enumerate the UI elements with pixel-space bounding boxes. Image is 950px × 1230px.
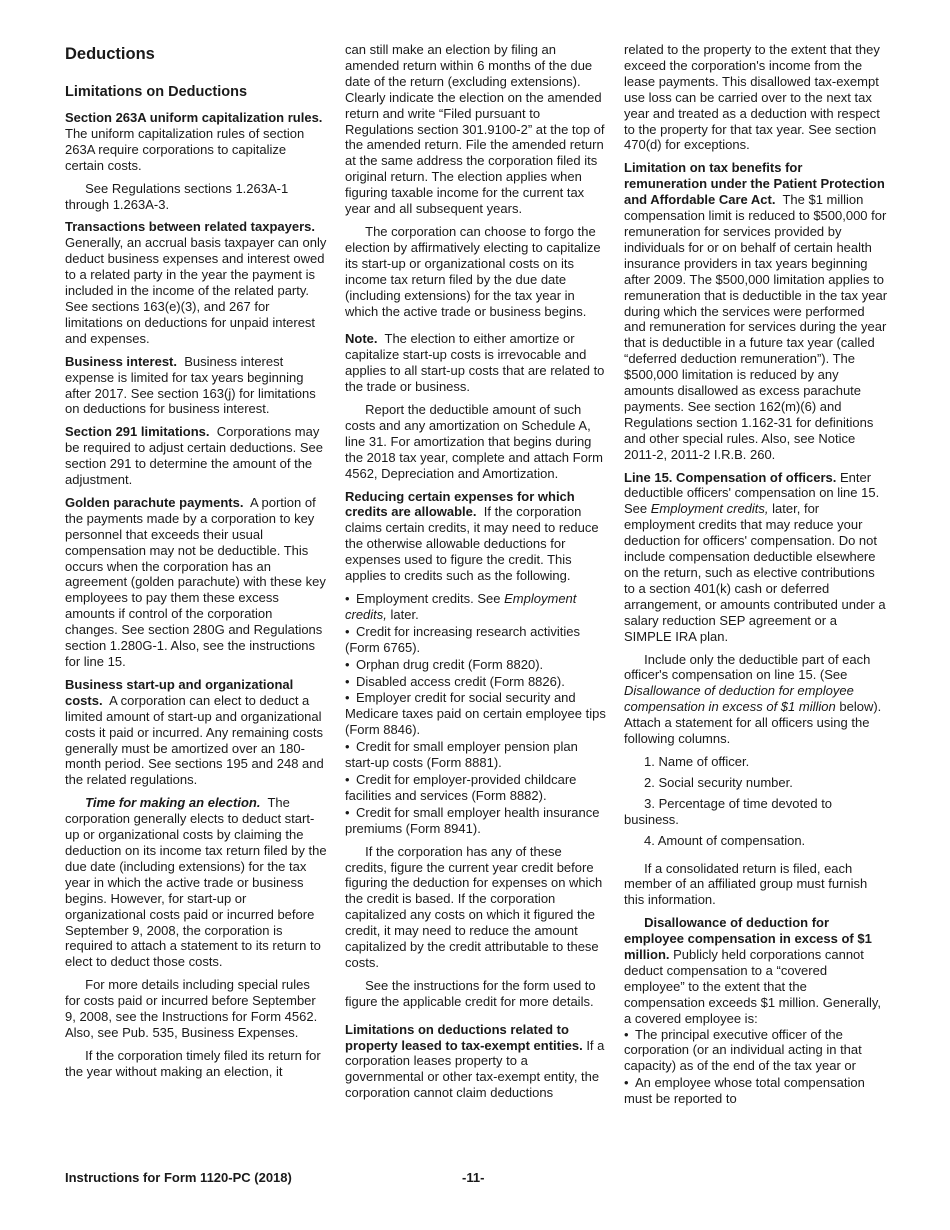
paragraph-golden	[65, 495, 327, 670]
paragraph-credits	[345, 489, 607, 584]
include-body-a: Include only the deductible part of each officer's compensation on line 15. (See	[624, 651, 871, 683]
related-body: Generally, an accrual basis taxpayer can only deduct business expenses and interest owed to a related party in the year the payment is included in the income of the related party. See sections 163(e)(3), and 267 for limitations on deductions for unpaid interest and expenses.	[65, 235, 327, 346]
paragraph-related	[65, 219, 327, 346]
paragraph-timely: If the corporation timely filed its return for the year without making an election, it	[65, 1047, 321, 1079]
paragraph-remuneration	[624, 160, 888, 462]
bullet-text: Orphan drug credit (Form 8820).	[356, 656, 544, 672]
bullet-icon: •	[345, 673, 350, 689]
paragraph-interest	[65, 354, 327, 418]
startup-title: Business start-up and organizational costs.	[65, 676, 294, 708]
line15-title: Line 15. Compensation of officers.	[624, 469, 837, 485]
golden-title: Golden parachute payments.	[65, 494, 244, 510]
bullet-icon: •	[345, 739, 350, 755]
list-item	[345, 739, 607, 771]
include-body-b: below). Attach a statement for all officers using the following columns.	[624, 699, 882, 747]
line15-body-a: Enter deductible officers' compensation on line 15. See	[624, 469, 880, 517]
line15-body-b: later, for employment credits that may reduce your deduction for officers' compensation. Do not include compensation deductible elsewhere on the return, such as elective contributions to a section 401(k) cash or deferred arrangement, or amounts contributed under a salary reduction SEP agreement or a SIMPLE IRA plan.	[624, 501, 886, 644]
paragraph-sec263a-see: See Regulations sections 1.263A-1 through 1.263A-3.	[65, 180, 289, 212]
election-body: The corporation generally elects to deduct start-up or organizational costs by claiming the deduction on its income tax return filed by the due date (including extensions) for the tax year in which the active trade or business begins. However, for start-up or organizational costs paid or incurred before September 9, 2008, the corporation is required to attach a statement to its return to elect to deduct those costs.	[65, 795, 327, 970]
bullet-icon: •	[345, 656, 350, 672]
bullet-text: Employment credits. See	[356, 591, 501, 606]
list-item	[624, 1027, 888, 1075]
interest-title: Business interest.	[65, 353, 177, 369]
paragraph-forgo: The corporation can choose to forgo the election by affirmatively electing to capitalize its start-up or organizational costs on its income tax return filed by the due date (including extensions) for the tax year in which the active trade or business begins.	[345, 223, 601, 319]
paragraph-see-form: See the instructions for the form used to figure the applicable credit for more details.	[345, 977, 596, 1009]
paragraph-capitalized: If the corporation has any of these credits, figure the current year credit before figuring the deduction for expenses on which the credit is based. If the corporation capitalized any costs on which it figured the credit, it may need to reduce the amount capitalized by the credit attributable to these costs.	[345, 843, 603, 970]
paragraph-line15	[624, 470, 888, 645]
sec263a-body: The uniform capitalization rules of section 263A require corporations to capitalize certain costs.	[65, 125, 305, 173]
bullet-icon: •	[345, 591, 350, 606]
bullet-text: Credit for employer-provided childcare facilities and services (Form 8882).	[345, 771, 577, 803]
bullet-italic: Employment credits,	[345, 591, 577, 622]
list-item	[345, 772, 607, 804]
list-item-numbered: 4. Amount of compensation.	[644, 832, 806, 848]
list-item-numbered: 3. Percentage of time devoted to business.	[624, 795, 833, 827]
column-1	[65, 42, 327, 1087]
bullet-text: Credit for small employer pension plan start-up costs (Form 8881).	[345, 739, 578, 771]
bullet-text: Credit for increasing research activities (Form 6765).	[345, 623, 580, 655]
list-item-numbered: 2. Social security number.	[644, 774, 793, 790]
list-item	[345, 690, 607, 738]
bullet-icon: •	[624, 1026, 629, 1042]
remun-title: Limitation on tax benefits for remuneration under the Patient Protection and Affordable Care Act.	[624, 160, 885, 208]
column-2	[345, 42, 607, 1108]
disallow-body: Publicly held corporations cannot deduct compensation to a “covered employee” to the extent that the compensation exceeds $1 million. Generally, a covered employee is:	[624, 947, 882, 1026]
list-item	[345, 657, 607, 673]
section-heading: Deductions	[65, 45, 155, 63]
paragraph-sec263a	[65, 110, 327, 174]
bullet-icon: •	[345, 771, 350, 787]
election-title: Time for making an election.	[85, 795, 261, 811]
paragraph-election	[65, 795, 327, 970]
remun-body: The $1 million compensation limit is reduced to $500,000 for remuneration for services provided by individuals for or on behalf of certain health insurance providers in tax years beginning after 2009. The $500,000 limitation applies to remuneration that is deductible in the tax year during which the services were performed and remuneration for services during the year that is deductible in a future tax year (called “deferred deduction remuneration”). The $500,000 limitation is reduced by any amounts disallowed as excess parachute payments. See section 162(m)(6) and Regulations section 1.162-31 for definitions and other special rules. Also, see Notice 2011-2, 2011-2 I.R.B. 260.	[624, 192, 888, 462]
bullet-icon: •	[345, 690, 350, 706]
subsection-heading: Limitations on Deductions	[65, 84, 248, 100]
column-3	[624, 42, 888, 1108]
note-body: The election to either amortize or capitalize start-up costs is irrevocable and applies to all start-up costs that are related to the trade or business.	[345, 331, 605, 395]
footer-form-title: Instructions for Form 1120-PC (2018)	[65, 1170, 292, 1185]
sec291-title: Section 291 limitations.	[65, 424, 210, 440]
paragraph-include	[624, 652, 888, 747]
bullet-tail: later.	[390, 606, 419, 622]
paragraph-report: Report the deductible amount of such costs and any amortization on Schedule A, line 31. For amortization that begins during the 2018 tax year, complete and attach Form 4562, Depreciation and Amortization.	[345, 402, 603, 481]
paragraph-disallow	[624, 915, 888, 1026]
paragraph-startup	[65, 677, 327, 788]
golden-body: A portion of the payments made by a corporation to key personnel that exceeds their usual compensation may not be deductible. This occurs when the corporation has an agreement (golden parachute) with these key employees to pay them these excess amounts if control of the corporation changes. See section 280G and Regulations section 1.280G-1. Also, see the instructions for line 15.	[65, 494, 326, 669]
lease-title: Limitations on deductions related to property leased to tax-exempt entities.	[345, 1021, 583, 1053]
bullet-icon: •	[624, 1075, 629, 1091]
bullet-icon: •	[345, 623, 350, 639]
related-title: Transactions between related taxpayers.	[65, 219, 315, 235]
list-item	[345, 674, 607, 690]
credits-title: Reducing certain expenses for which credits are allowable.	[345, 488, 575, 520]
lease-body: If a corporation leases property to a governmental or other tax-exempt entity, the corporation cannot claim deductions	[345, 1037, 605, 1101]
paragraph-details: For more details including special rules for costs paid or incurred before September 9, 2008, see the Instructions for Form 4562. Also, see Pub. 535, Business Expenses.	[65, 977, 318, 1040]
line15-italic: Employment credits,	[650, 501, 769, 517]
list-item	[345, 805, 607, 837]
interest-body: Business interest expense is limited for tax years beginning after 2017. See section 163(j) for limitations on deductions for business interest.	[65, 353, 316, 417]
startup-body: A corporation can elect to deduct a limited amount of start-up and organizational costs it paid or incurred. Any remaining costs generally must be amortized over an 180-month period. See sections 195 and 248 and the related regulations.	[65, 692, 324, 788]
paragraph-amended: can still make an election by filing an amended return within 6 months of the due date of the return (excluding extensions). Clearly indicate the election on the amended return and write “Filed pursuant to Regulations section 301.9100-2” at the top of the amended return. File the amended return at the same address the corporation filed its original return. The election applies when figuring taxable income for the current tax year and all subsequent years.	[345, 42, 605, 217]
footer-page-number: -11-	[462, 1170, 485, 1185]
disallow-title: Disallowance of deduction for employee compensation in excess of $1 million.	[624, 915, 872, 963]
bullet-text: Credit for small employer health insurance premiums (Form 8941).	[345, 804, 600, 836]
bullet-text: Disabled access credit (Form 8826).	[356, 673, 565, 689]
note-title: Note.	[345, 331, 378, 347]
credits-body: If the corporation claims certain credits, it may need to reduce the otherwise allowable deductions for expenses used to figure the credit. This applies to credits such as the following.	[345, 504, 599, 584]
include-italic: Disallowance of deduction for employee compensation in excess of $1 million	[624, 683, 854, 715]
list-item	[345, 591, 607, 623]
bullet-text: The principal executive officer of the corporation (or an individual acting in that capacity) as of the end of the tax year or	[624, 1026, 862, 1074]
sec263a-title: Section 263A uniform capitalization rules.	[65, 110, 323, 125]
sec291-body: Corporations may be required to adjust certain deductions. See section 291 to determine the amount of the adjustment.	[65, 424, 324, 488]
list-item	[345, 624, 607, 656]
paragraph-lease-cont: related to the property to the extent that they exceed the corporation's income from the lease payments. This disallowed tax-exempt use loss can be carried over to the next tax year and treated as a deduction with respect to the property for that tax year. See section 470(d) for exceptions.	[624, 42, 880, 153]
bullet-text: An employee whose total compensation must be reported to	[624, 1075, 865, 1107]
paragraph-lease	[345, 1022, 607, 1102]
bullet-text: Employer credit for social security and Medicare taxes paid on certain employee tips (Form 8846).	[345, 690, 606, 738]
list-item-numbered: 1. Name of officer.	[644, 753, 750, 769]
paragraph-note	[345, 331, 607, 395]
paragraph-consolidated: If a consolidated return is filed, each member of an affiliated group must furnish this information.	[624, 860, 868, 908]
bullet-icon: •	[345, 804, 350, 820]
paragraph-sec291	[65, 424, 327, 488]
list-item	[624, 1075, 888, 1107]
